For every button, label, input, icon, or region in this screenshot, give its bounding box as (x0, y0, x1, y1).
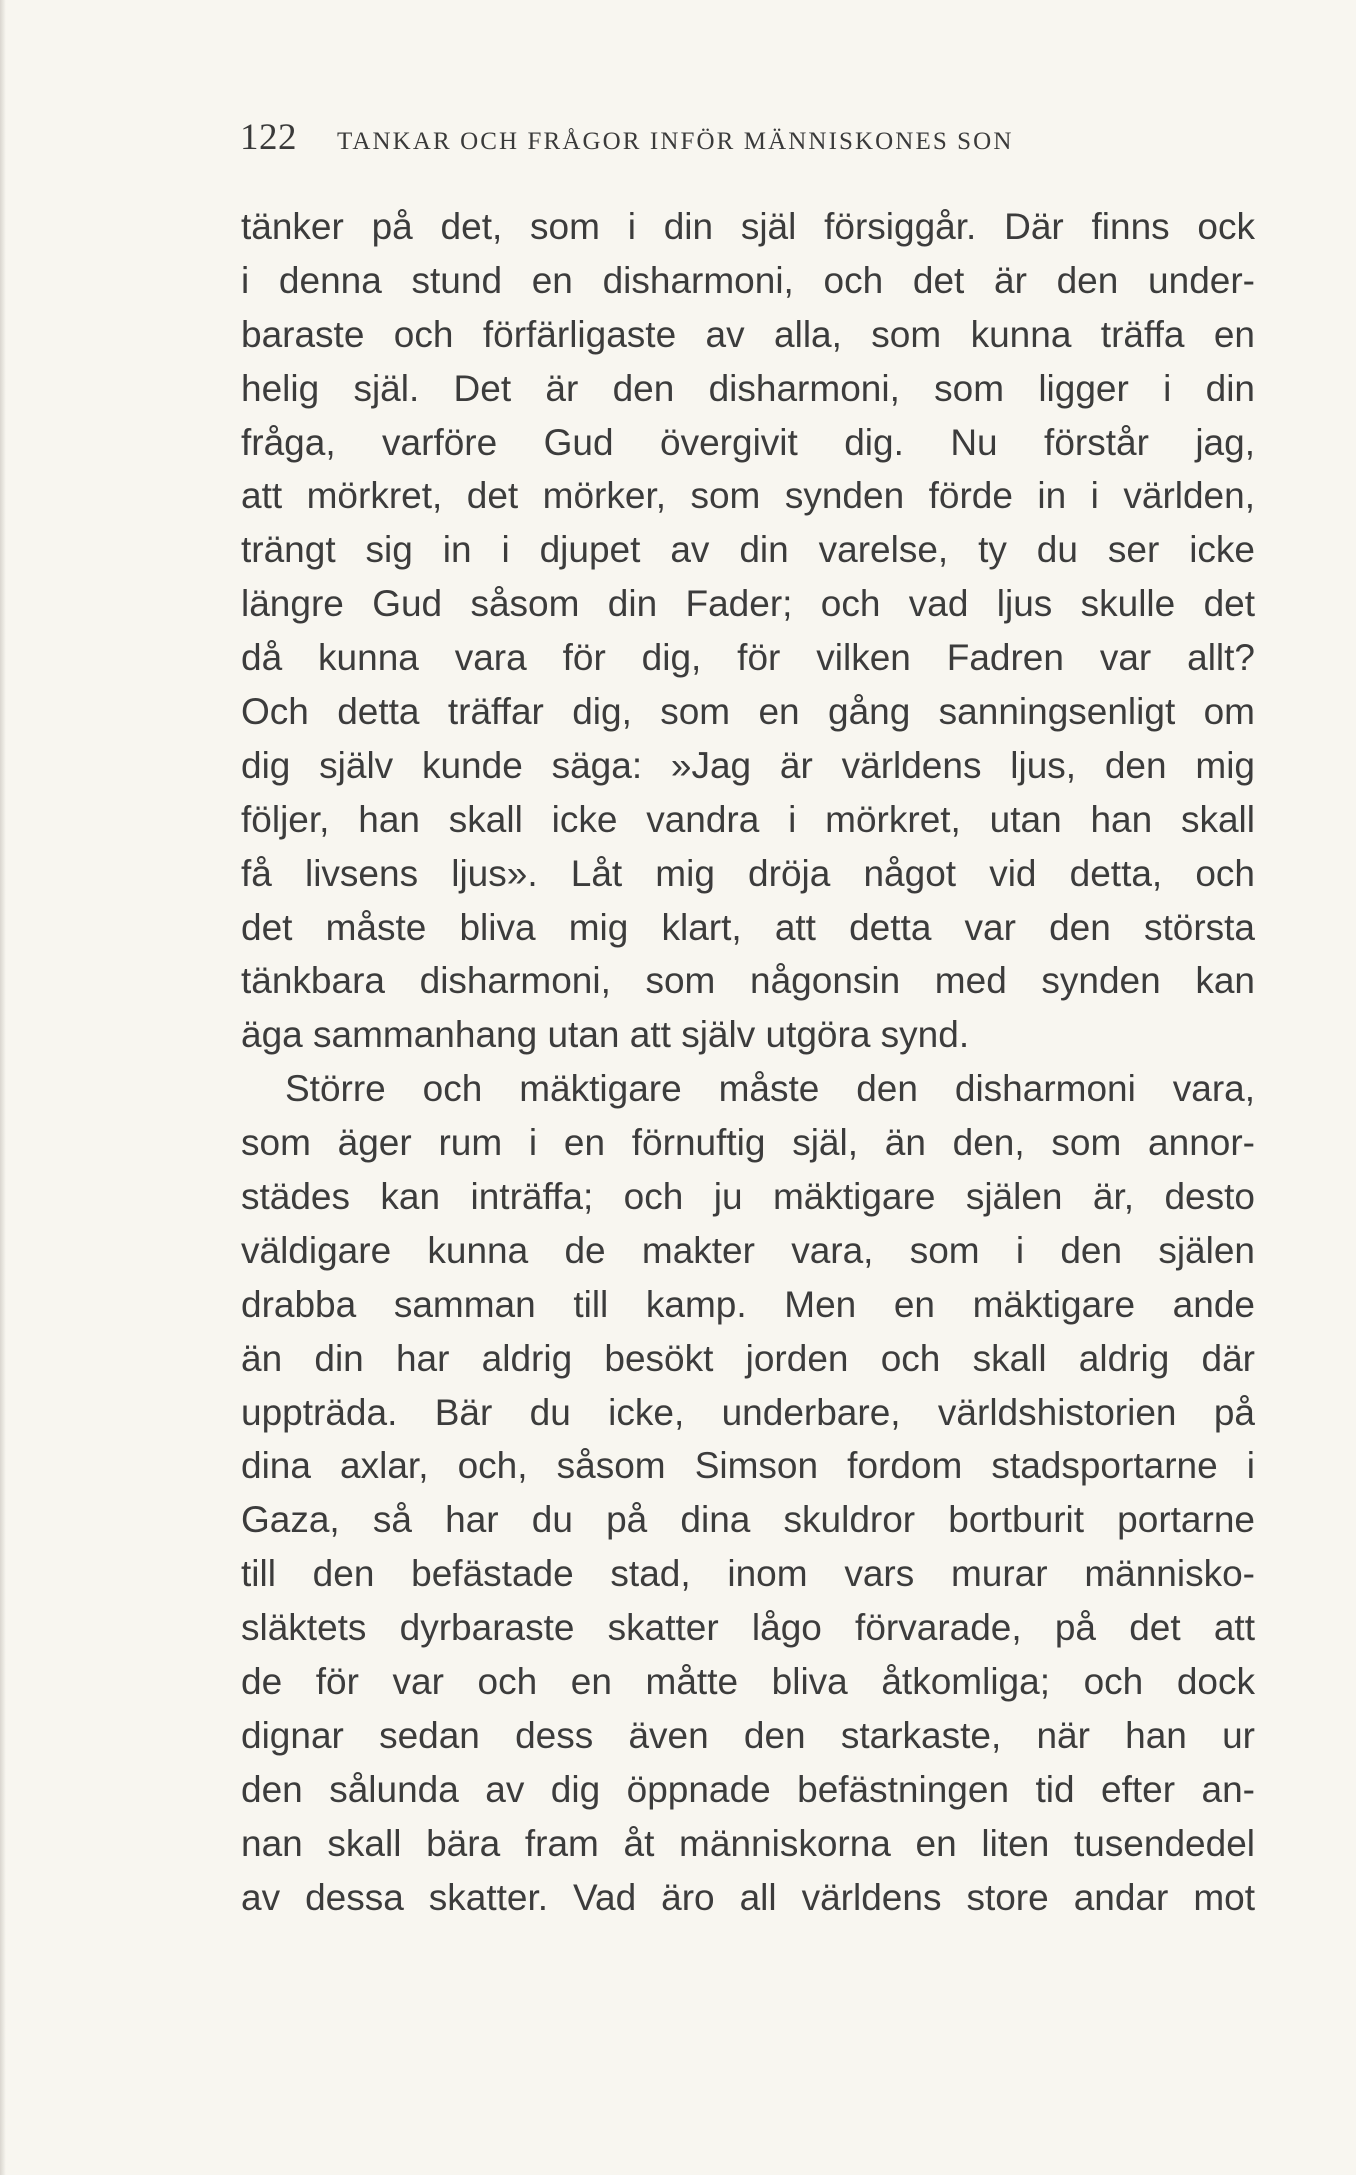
text-line: längre Gud såsom din Fader; och vad ljus skulle det (241, 583, 1255, 625)
text-line: den sålunda av dig öppnade befästningen tid efter an- (241, 1768, 1255, 1810)
text-line: släktets dyrbaraste skatter lågo förvarade, på det att (241, 1607, 1255, 1649)
text-line: trängt sig in i djupet av din varelse, ty du ser icke (241, 529, 1255, 571)
text-line: Större och mäktigare måste den disharmoni vara, (285, 1068, 1255, 1110)
text-line: få livsens ljus». Låt mig dröja något vid detta, och (241, 852, 1255, 894)
text-line: städes kan inträffa; och ju mäktigare själen är, desto (241, 1176, 1255, 1218)
page-number: 122 (240, 117, 297, 158)
text-line: i denna stund en disharmoni, och det är den under- (241, 259, 1255, 301)
text-line: väldigare kunna de makter vara, som i den själen (241, 1229, 1255, 1271)
text-line: då kunna vara för dig, för vilken Fadren var allt? (241, 637, 1255, 679)
page-edge-shadow (0, 0, 6, 2175)
text-line: Och detta träffar dig, som en gång sanningsenligt om (241, 691, 1255, 733)
text-line: av dessa skatter. Vad äro all världens store andar mot (241, 1876, 1255, 1918)
text-line: dina axlar, och, såsom Simson fordom stadsportarne i (241, 1445, 1255, 1487)
text-line: helig själ. Det är den disharmoni, som ligger i din (241, 367, 1255, 409)
text-line: äga sammanhang utan att själv utgöra synd. (241, 1014, 970, 1056)
text-line: tänkbara disharmoni, som någonsin med synden kan (241, 960, 1255, 1002)
text-line: än din har aldrig besökt jorden och skall aldrig där (241, 1337, 1255, 1379)
text-line: nan skall bära fram åt människorna en liten tusendedel (241, 1822, 1255, 1864)
paragraph (241, 200, 1255, 1062)
text-line: dig själv kunde säga: »Jag är världens ljus, den mig (241, 744, 1255, 786)
text-line: Gaza, så har du på dina skuldror bortburit portarne (241, 1499, 1255, 1541)
text-line: tänker på det, som i din själ försiggår. Där finns ock (241, 206, 1255, 247)
text-line: följer, han skall icke vandra i mörkret, utan han skall (241, 798, 1255, 840)
page-header (240, 116, 1160, 172)
text-line: dignar sedan dess även den starkaste, när han ur (241, 1714, 1255, 1756)
paragraph (241, 1062, 1255, 1924)
text-line: baraste och förfärligaste av alla, som kunna träffa en (241, 313, 1255, 355)
text-line: de för var och en måtte bliva åtkomliga; och dock (241, 1661, 1255, 1703)
text-line: till den befästade stad, inom vars murar människo- (241, 1553, 1255, 1595)
running-head: TANKAR OCH FRÅGOR INFÖR MÄNNISKONES SON (337, 128, 1014, 155)
body-text (241, 200, 1255, 1925)
text-line: fråga, varföre Gud övergivit dig. Nu förstår jag, (241, 421, 1255, 463)
text-line: att mörkret, det mörker, som synden förde in i världen, (241, 475, 1255, 517)
text-line: som äger rum i en förnuftig själ, än den, som annor- (241, 1122, 1255, 1164)
text-line: uppträda. Bär du icke, underbare, världshistorien på (241, 1391, 1255, 1433)
text-line: drabba samman till kamp. Men en mäktigare ande (241, 1283, 1255, 1325)
text-line: det måste bliva mig klart, att detta var den största (241, 906, 1255, 948)
